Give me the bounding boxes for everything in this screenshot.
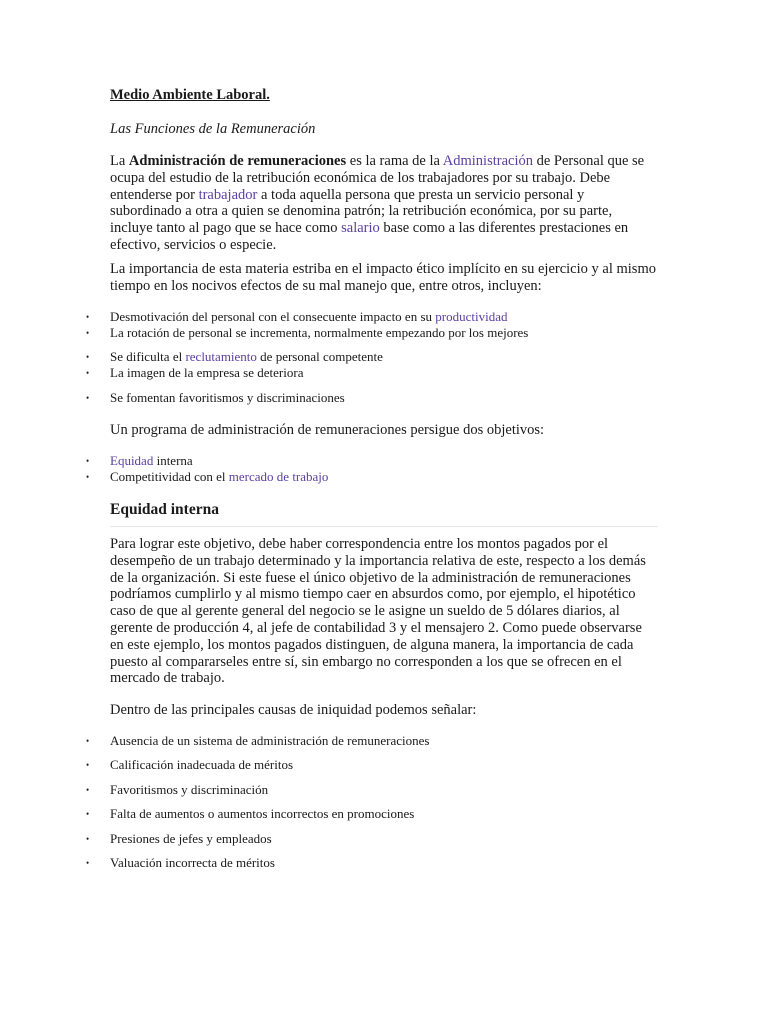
list-bullet: • bbox=[86, 809, 90, 819]
text-run: es la rama de la bbox=[346, 153, 443, 169]
list-bullet: • bbox=[86, 472, 90, 482]
link-administracion[interactable]: Administración bbox=[442, 153, 533, 169]
importance-paragraph: La importancia de esta materia estriba en el impacto ético implícito en su ejercicio y al mismo tiempo en los nocivos efectos de su mal manejo que, entre otros, incluyen: bbox=[110, 261, 656, 294]
list-item: Valuación incorrecta de méritos bbox=[110, 855, 275, 870]
list-item bbox=[110, 469, 670, 485]
link-equidad[interactable]: Equidad bbox=[110, 453, 154, 468]
text-run: base como a las diferentes prestaciones en efectivo, servicios o especie. bbox=[110, 220, 629, 253]
list-item: Falta de aumentos o aumentos incorrectos en promociones bbox=[110, 806, 415, 821]
list-item bbox=[110, 325, 670, 341]
list-bullet: • bbox=[86, 785, 90, 795]
link-salario[interactable]: salario bbox=[341, 220, 380, 237]
document-title: Medio Ambiente Laboral. bbox=[110, 87, 270, 103]
list-bullet: • bbox=[86, 328, 90, 338]
list-item-text: Desmotivación del personal con el consecuente impacto en su bbox=[110, 309, 436, 324]
list-bullet: • bbox=[86, 456, 90, 466]
list-item bbox=[110, 453, 670, 469]
list-item-text: de personal competente bbox=[256, 349, 383, 364]
list-item-text: Competitividad con el bbox=[110, 469, 229, 484]
list-bullet: • bbox=[86, 352, 90, 362]
list-item: Ausencia de un sistema de administración de remuneraciones bbox=[110, 733, 430, 748]
section-heading: Equidad interna bbox=[110, 501, 219, 518]
link-productividad[interactable]: productividad bbox=[435, 309, 508, 324]
list-bullet: • bbox=[86, 368, 90, 378]
list-item bbox=[110, 365, 670, 381]
list-item-text: Se fomentan favoritismos y discriminaciones bbox=[110, 390, 345, 405]
list-bullet: • bbox=[86, 760, 90, 770]
document-subtitle: Las Funciones de la Remuneración bbox=[110, 121, 316, 137]
list-item: Favoritismos y discriminación bbox=[110, 782, 269, 797]
objectives-intro: Un programa de administración de remuneraciones persigue dos objetivos: bbox=[110, 422, 545, 438]
list-bullet: • bbox=[86, 858, 90, 868]
intro-paragraph bbox=[110, 153, 658, 254]
list-item-text: interna bbox=[153, 453, 193, 468]
list-item bbox=[110, 390, 670, 406]
text-run: a toda aquella persona que presta un servicio personal y subordinado a otra a quien se denomina patrón; la retribución económica, por su parte, incluye tanto al pago que se hace como bbox=[110, 186, 613, 237]
causes-intro: Dentro de las principales causas de iniquidad podemos señalar: bbox=[110, 702, 477, 718]
link-mercado-de-trabajo[interactable]: mercado de trabajo bbox=[228, 469, 329, 484]
link-reclutamiento[interactable]: reclutamiento bbox=[185, 349, 257, 364]
list-item-text: La imagen de la empresa se deteriora bbox=[110, 365, 304, 380]
link-trabajador[interactable]: trabajador bbox=[198, 186, 258, 203]
bold-term: Administración de remuneraciones bbox=[128, 153, 347, 169]
list-item bbox=[110, 349, 670, 365]
list-item: Calificación inadecuada de méritos bbox=[110, 757, 294, 772]
section-divider bbox=[110, 526, 658, 527]
list-item-text: Se dificulta el bbox=[110, 349, 186, 364]
list-bullet: • bbox=[86, 312, 90, 322]
list-item-text: La rotación de personal se incrementa, normalmente empezando por los mejores bbox=[110, 325, 529, 340]
text-run: de Personal que se ocupa del estudio de la retribución económica de los trabajadores por su trabajo. Debe entenderse por bbox=[110, 153, 645, 203]
list-bullet: • bbox=[86, 736, 90, 746]
list-item bbox=[110, 309, 670, 325]
text-run: La bbox=[110, 153, 129, 169]
list-bullet: • bbox=[86, 834, 90, 844]
equity-paragraph: Para lograr este objetivo, debe haber correspondencia entre los montos pagados por el desempeño de un trabajo determinado y la importancia relativa de este, respecto a los demás de la organización. Si este fuese el único objetivo de la administración de remuneraciones podríamos cumplirlo y al mismo tiempo caer en absurdos como, por ejemplo, el hipotético caso de que al gerente general del negocio se le asigne un sueldo de 5 dólares diarios, al gerente de producción 4, al jefe de contabilidad 3 y el mensajero 2. Como puede observarse en este ejemplo, los montos pagados distinguen, de alguna manera, la importancia de cada puesto al compararseles entre sí, sin embargo no corresponden a los que se ofrecen en el mercado de trabajo. bbox=[110, 536, 646, 687]
list-item: Presiones de jefes y empleados bbox=[110, 831, 272, 846]
list-bullet: • bbox=[86, 393, 90, 403]
